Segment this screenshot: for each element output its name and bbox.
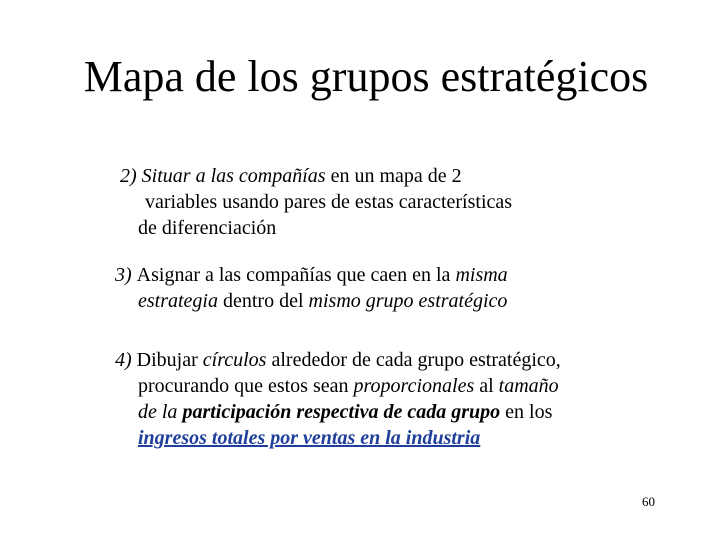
step-2-line-3 — [120, 215, 512, 241]
industry-revenue-link[interactable]: ingresos totales por ventas en la industria — [138, 427, 481, 449]
step-3-line-2 — [115, 288, 508, 314]
step-4-line-2 — [115, 373, 561, 399]
body-text: de diferenciación — [138, 217, 277, 239]
step-2-line-2 — [120, 189, 512, 215]
emphasis-text: de la — [138, 401, 183, 423]
emphasis-text: mismo grupo estratégico — [308, 290, 508, 312]
body-text: procurando que estos sean — [138, 375, 354, 397]
step-2-situar — [120, 163, 512, 241]
step-4-dibujar — [115, 347, 561, 451]
step-number: 2) — [120, 165, 142, 187]
emphasis-text: Situar a las compañías — [141, 165, 326, 187]
step-4-line-1 — [115, 347, 561, 373]
body-text: dentro del — [218, 290, 309, 312]
emphasis-text: misma — [455, 264, 508, 286]
body-text: en los — [500, 401, 553, 423]
step-3-line-1 — [115, 262, 508, 288]
emphasis-text: estrategia — [138, 290, 218, 312]
body-text: en un mapa de 2 — [325, 165, 462, 187]
step-number: 4) — [115, 349, 137, 371]
step-2-line-1 — [120, 163, 512, 189]
body-text: Asignar a las compañías que caen en la — [136, 264, 456, 286]
page-number: 60 — [642, 494, 655, 509]
step-number: 3) — [115, 264, 137, 286]
body-text: al — [474, 375, 499, 397]
emphasis-text: círculos — [202, 349, 267, 371]
strong-emphasis-text: participación respectiva de cada grupo — [182, 401, 501, 423]
body-text: alrededor de cada grupo estratégico, — [266, 349, 561, 371]
step-3-asignar — [115, 262, 508, 314]
body-text: variables usando pares de estas características — [145, 191, 513, 213]
step-4-line-4 — [115, 425, 561, 451]
emphasis-text: proporcionales — [353, 375, 475, 397]
emphasis-text: tamaño — [498, 375, 559, 397]
body-text: Dibujar — [136, 349, 203, 371]
slide-title: Mapa de los grupos estratégicos — [83, 52, 649, 101]
step-4-line-3 — [115, 399, 561, 425]
